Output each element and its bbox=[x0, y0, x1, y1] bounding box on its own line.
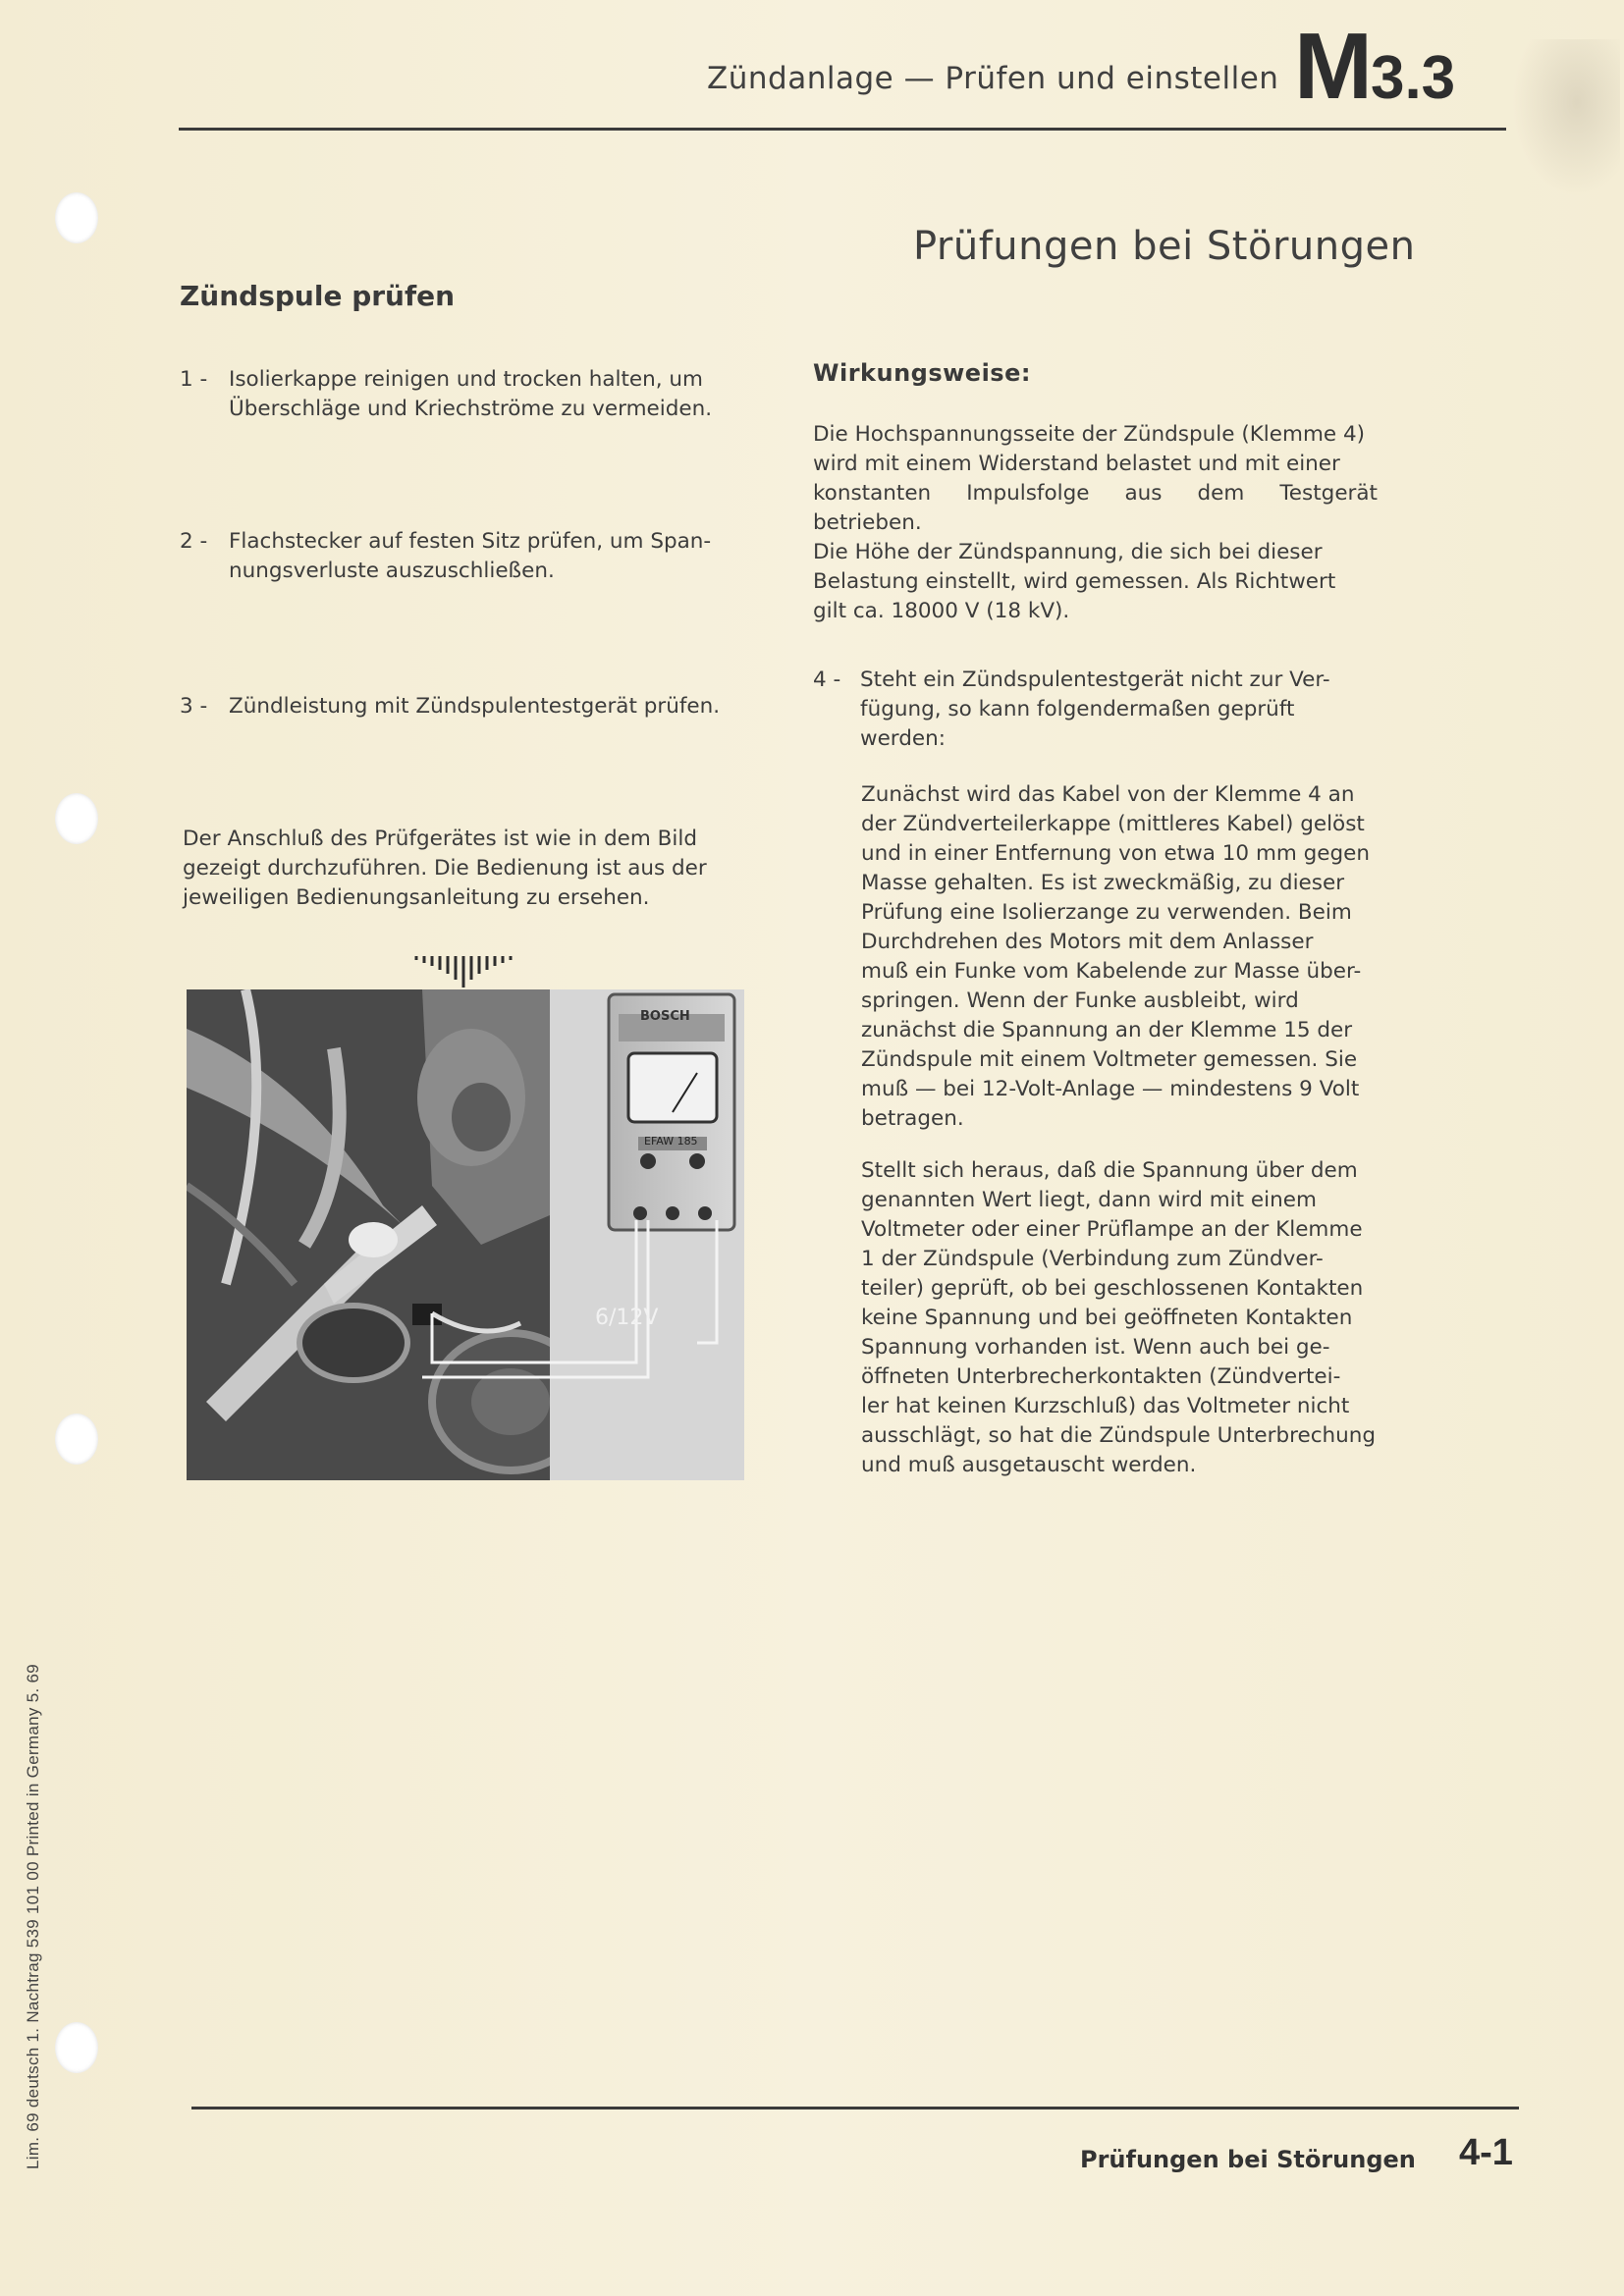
left-heading: Zündspule prüfen bbox=[180, 280, 456, 312]
text-line: Stellt sich heraus, daß die Spannung über dem bbox=[861, 1158, 1358, 1183]
text-line: Durchdrehen des Motors mit dem Anlasser bbox=[861, 930, 1314, 954]
text-line: Flachstecker auf festen Sitz prüfen, um Span- bbox=[229, 529, 712, 554]
text-line: teiler) geprüft, ob bei geschlossenen Kontakten bbox=[861, 1276, 1364, 1301]
text-line: Steht ein Zündspulentestgerät nicht zur Ver- bbox=[860, 667, 1330, 692]
text-line: Der Anschluß des Prüfgerätes ist wie in dem Bild bbox=[183, 827, 698, 851]
text-line: Isolierkappe reinigen und trocken halten, um bbox=[229, 367, 703, 392]
footer-rule bbox=[191, 2107, 1519, 2109]
text-line: gilt ca. 18000 V (18 kV). bbox=[813, 599, 1070, 623]
page-number: 4-1 bbox=[1459, 2132, 1513, 2173]
result-paragraph bbox=[861, 1156, 1378, 1480]
section-code bbox=[1294, 14, 1456, 119]
section-code-number: 3.3 bbox=[1370, 44, 1456, 112]
text-line: genannten Wert liegt, dann wird mit einem bbox=[861, 1188, 1317, 1212]
text-line: gezeigt durchzuführen. Die Bedienung ist aus der bbox=[183, 856, 707, 881]
text-line: Die Höhe der Zündspannung, die sich bei dieser bbox=[813, 540, 1323, 564]
function-paragraph bbox=[813, 420, 1378, 626]
item-number: 1 - bbox=[180, 367, 208, 392]
text-line: muß ein Funke vom Kabelende zur Masse über- bbox=[861, 959, 1362, 984]
footer-section-label: Prüfungen bei Störungen bbox=[1080, 2146, 1416, 2173]
text-line: Die Hochspannungsseite der Zündspule (Klemme 4) bbox=[813, 422, 1366, 447]
text-line: Zunächst wird das Kabel von der Klemme 4 an bbox=[861, 782, 1355, 807]
text-line: 1 der Zündspule (Verbindung zum Zündver- bbox=[861, 1247, 1324, 1271]
device-label: EFAW 185 bbox=[644, 1135, 698, 1148]
device-brand: BOSCH bbox=[640, 1009, 690, 1024]
punch-hole bbox=[55, 2022, 98, 2073]
text-line: und muß ausgetauscht werden. bbox=[861, 1453, 1197, 1477]
text-line: fügung, so kann folgendermaßen geprüft bbox=[860, 697, 1295, 721]
item-number: 3 - bbox=[180, 694, 208, 719]
text-line: der Zündverteilerkappe (mittleres Kabel) gelöst bbox=[861, 812, 1365, 836]
punch-hole bbox=[55, 793, 98, 844]
text-line: muß — bei 12-Volt-Anlage — mindestens 9 Volt bbox=[861, 1077, 1360, 1101]
text-line: Voltmeter oder einer Prüflampe an der Klemme bbox=[861, 1217, 1363, 1242]
text-line: wird mit einem Widerstand belastet und mit einer bbox=[813, 452, 1340, 476]
text-line: werden: bbox=[860, 726, 947, 751]
text-line: Belastung einstellt, wird gemessen. Als Richtwert bbox=[813, 569, 1336, 594]
text-line: keine Spannung und bei geöffneten Kontakten bbox=[861, 1306, 1353, 1330]
text-line: und in einer Entfernung von etwa 10 mm gegen bbox=[861, 841, 1371, 866]
arrow-down-icon bbox=[412, 954, 516, 989]
header-title: Zündanlage — Prüfen und einstellen bbox=[707, 61, 1279, 96]
punch-hole bbox=[55, 192, 98, 243]
header-rule bbox=[179, 128, 1506, 131]
paper-stain bbox=[1512, 39, 1620, 196]
item-text bbox=[229, 365, 744, 424]
function-heading: Wirkungsweise: bbox=[813, 359, 1031, 387]
item-number: 4 - bbox=[813, 667, 841, 692]
text-line: Zündleistung mit Zündspulentestgerät prüfen. bbox=[229, 694, 721, 719]
print-info: Lim. 69 deutsch 1. Nachtrag 539 101 00 Printed in Germany 5. 69 bbox=[24, 1663, 42, 2169]
text-line: Masse gehalten. Es ist zweckmäßig, zu dieser bbox=[861, 871, 1345, 895]
connection-paragraph bbox=[183, 825, 744, 913]
text-line: Spannung vorhanden ist. Wenn auch bei ge- bbox=[861, 1335, 1330, 1360]
text-line: öffneten Unterbrecherkontakten (Zündvertei- bbox=[861, 1364, 1341, 1389]
text-line: ausschlägt, so hat die Zündspule Unterbrechung bbox=[861, 1423, 1377, 1448]
text-line: Zündspule mit einem Voltmeter gemessen. Sie bbox=[861, 1047, 1358, 1072]
item-text bbox=[860, 666, 1378, 754]
right-heading: Prüfungen bei Störungen bbox=[913, 224, 1416, 269]
test-paragraph bbox=[861, 780, 1378, 1134]
text-line: zunächst die Spannung an der Klemme 15 der bbox=[861, 1018, 1353, 1042]
punch-hole bbox=[55, 1414, 98, 1465]
section-code-letter: M bbox=[1294, 14, 1371, 119]
text-line: nungsverluste auszuschließen. bbox=[229, 559, 555, 583]
text-line: ler hat keinen Kurzschluß) das Voltmeter nicht bbox=[861, 1394, 1350, 1418]
item-text bbox=[229, 692, 744, 721]
text-line: betragen. bbox=[861, 1106, 964, 1131]
text-line: Prüfung eine Isolierzange zu verwenden. Beim bbox=[861, 900, 1352, 925]
voltage-label: 6/12V bbox=[595, 1306, 659, 1330]
text-line: Überschläge und Kriechströme zu vermeiden. bbox=[229, 397, 713, 421]
text-line: jeweiligen Bedienungsanleitung zu ersehen. bbox=[183, 885, 650, 910]
text-line: konstanten Impulsfolge aus dem Testgerät betrieben. bbox=[813, 481, 1378, 535]
text-line: springen. Wenn der Funke ausbleibt, wird bbox=[861, 988, 1299, 1013]
item-number: 2 - bbox=[180, 529, 208, 554]
item-text bbox=[229, 527, 744, 586]
engine-photo bbox=[187, 989, 744, 1480]
